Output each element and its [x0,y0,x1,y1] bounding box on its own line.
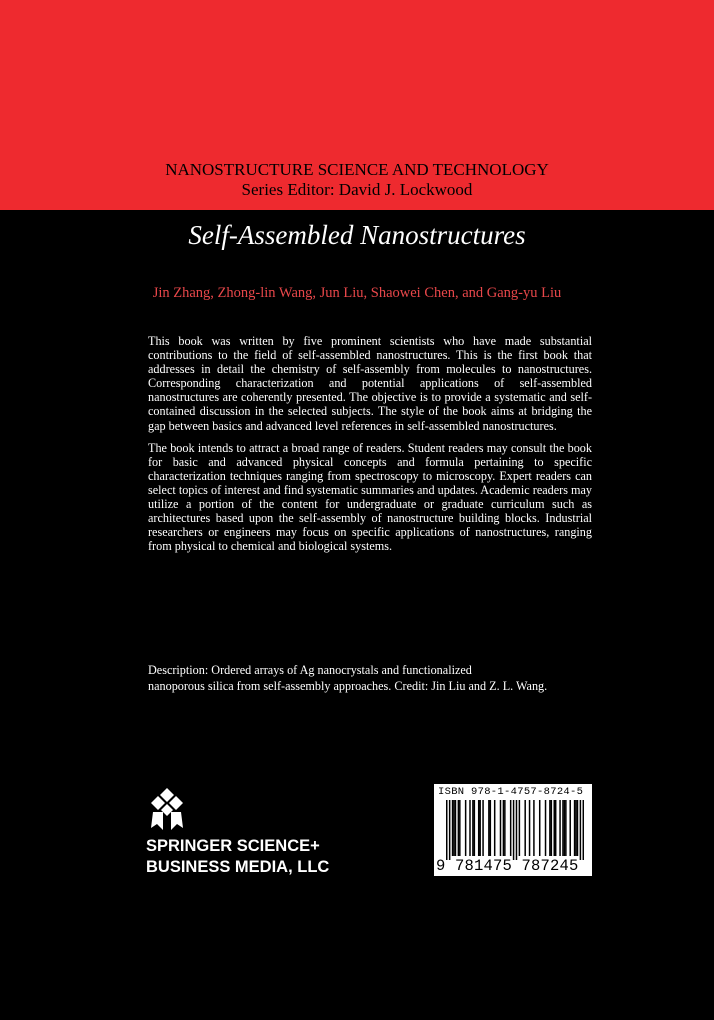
ean-digits: 9 781475 787245 [436,857,579,875]
barcode-bar [479,800,481,856]
back-cover-blurb [148,334,592,561]
barcode-bar [559,800,561,856]
barcode-bar [519,800,521,856]
barcode-bar [449,800,451,860]
description-line-2: nanoporous silica from self-assembly approaches. Credit: Jin Liu and Z. L. Wang. [148,679,548,693]
barcode-bar [500,800,502,856]
barcode-bar [516,800,518,860]
barcode-bar [513,800,515,860]
barcode-bar [490,800,492,856]
blurb-paragraph-1: This book was written by five prominent scientists who have made substantial contributions to the field of self-assembled nanostructures. This is the first book that addresses in detail the chemistry of self-assembly from molecules to nanostructures. Corresponding characterization and potential applications of self-assembled nanostructures are coherently presented. The objective is to provide a systematic and self-contained discussion in the selected subjects. The style of the book aims at bridging the gap between basics and advanced level references in self-assembled nanostructures. [148,334,592,433]
barcode-bar [482,800,484,856]
barcode-bar [465,800,467,856]
barcode-bar [504,800,506,856]
barcode-bar [553,800,555,856]
barcode-bar [551,800,553,856]
barcode-bar [469,800,471,856]
barcode-bar [452,800,454,856]
barcode-bar [458,800,460,856]
barcode-bar [539,800,541,856]
barcode-bar [580,800,582,860]
cover-image-description [148,662,608,694]
barcode-bar [494,800,496,856]
barcode-bar [474,800,476,856]
barcode-bar [478,800,480,856]
barcode-bar [575,800,577,856]
barcode-image [446,800,584,860]
barcode-bar [545,800,547,856]
series-block [0,160,714,200]
barcode-bar [569,800,571,856]
authors-line: Jin Zhang, Zhong-lin Wang, Jun Liu, Shaowei Chen, and Gang-yu Liu [152,285,562,301]
barcode-bar [455,800,457,856]
barcode-bar [510,800,512,856]
publisher-line-2: BUSINESS MEDIA, LLC [146,858,330,876]
publisher-name [146,836,329,878]
barcode-bar [577,800,579,856]
barcode-bar [583,800,584,860]
series-editor: Series Editor: David J. Lockwood [241,180,473,199]
description-line-1: Description: Ordered arrays of Ag nanocrystals and functionalized [148,663,472,677]
barcode-bar [533,800,535,856]
barcode-bar [549,800,551,856]
blurb-paragraph-2: The book intends to attract a broad range of readers. Student readers may consult the book for basic and advanced physical concepts and formula pertaining to specific characterization techniques ranging from spectroscopy to microscopy. Expert readers can select topics of interest and find systematic summaries and updates. Academic readers may utilize a portion of the content for undergraduate or graduate curriculum such as architectures based upon the self-assembly of nanostructure building blocks. Industrial researchers or engineers may focus on specific applications of nanostructures, ranging from physical to chemical and biological systems. [148,440,592,554]
springer-horse-logo-icon [147,786,187,834]
barcode-bar [488,800,490,856]
barcode-bar [503,800,505,856]
book-title: Self-Assembled Nanostructures [188,220,526,250]
barcode-bar [562,800,564,856]
publisher-line-1: SPRINGER SCIENCE+ [146,837,320,855]
barcode-bar [529,800,531,856]
barcode-bar [574,800,576,856]
barcode-bar [472,800,474,856]
series-name: NANOSTRUCTURE SCIENCE AND TECHNOLOGY [165,160,549,179]
barcode-bar [453,800,455,856]
barcode-bar [446,800,448,860]
barcode-bar [459,800,461,856]
barcode-bar [555,800,557,856]
barcode-bar [565,800,567,856]
barcode-bar [524,800,526,856]
barcode-bar [564,800,566,856]
isbn-number: ISBN 978-1-4757-8724-5 [438,786,584,798]
isbn-barcode-box [434,784,592,876]
